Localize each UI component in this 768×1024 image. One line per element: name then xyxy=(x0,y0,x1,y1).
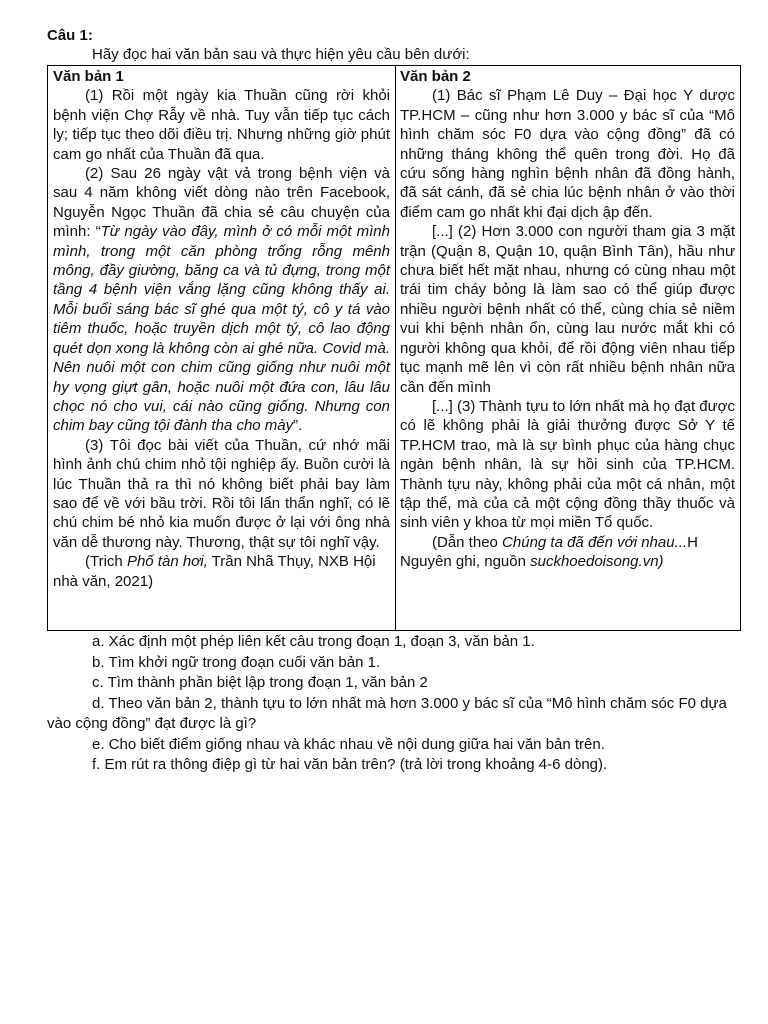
text2-source-start: (Dẫn theo xyxy=(432,533,503,551)
question-d: d. Theo văn bản 2, thành tựu to lớn nhất mà hơn 3.000 y bác sĩ của “Mô hình chăm sóc F0 dựa vào cộng đồng” đạt được là gì? xyxy=(47,694,727,732)
text2-source-site: suckhoedoisong.vn) xyxy=(530,553,664,571)
question-c: c. Tìm thành phần biệt lập trong đoạn 1, văn bản 2 xyxy=(92,674,428,691)
text1-source-title: Phố tàn hơi, xyxy=(126,553,208,571)
text1-p2-intro: (2) Sau 26 ngày vật vả trong bệnh viện và sau 4 năm không viết dòng nào trên Facebook, Nguyễn Ngọc Thuần đã chia sẻ câu chuyện của mình: “ xyxy=(53,165,390,241)
text1-source xyxy=(53,552,390,591)
text2-source-mid: H Nguyên ghi, nguồn xyxy=(400,533,698,571)
questions-list xyxy=(47,632,747,776)
text1-paragraph-3: (3) Tôi đọc bài viết của Thuần, cứ nhớ mãi hình ảnh chú chim nhỏ tội nghiệp ấy. Buồn cười là lúc Thuần thả ra thì nó không biết phải bay làm sao để về với bầu trời. Rồi tôi lẩn thẩn nghĩ, có lẽ chú chim bé nhỏ kia muốn được ở lại với ông nhà văn dễ thương này. Thương, thật sự tôi nghĩ vậy. xyxy=(53,436,390,551)
question-f: f. Em rút ra thông điệp gì từ hai văn bản trên? (trả lời trong khoảng 4-6 dòng). xyxy=(92,756,608,773)
text2-paragraph-1: (1) Bác sĩ Phạm Lê Duy – Đại học Y dược TP.HCM – cũng như hơn 3.000 y bác sĩ của “Mô hình chăm sóc F0 dựa vào cộng đồng” đã có những tháng không thể quên trong đời. Họ đã cứu sống hàng nghìn bệnh nhân đã đồng hành, đã sát cánh, đã sẻ chia lúc bệnh nhân ở vào thời điểm cam go nhất khi đại dịch ập đến. xyxy=(400,87,735,221)
texts-table xyxy=(47,65,741,631)
text1-p2-end: ”. xyxy=(293,417,303,435)
text1-paragraph-1: (1) Rồi một ngày kia Thuần cũng rời khỏi bệnh viện Chợ Rẫy về nhà. Tuy vẫn tiếp tục cách ly; tiếp tục theo dõi điều trị. Nhưng những giờ phút cam go nhất của Thuần đã qua. xyxy=(53,87,390,163)
text1-source-start: (Trich xyxy=(85,553,127,571)
text2-paragraph-2: [...] (2) Hơn 3.000 con người tham gia 3 mặt trận (Quận 8, Quận 10, quận Bình Tân), hầu như chưa biết hết mặt nhau, nhưng có cùng nhau một trái tim cháy bỏng là làm sao có thể giúp được nhiều người bệnh nhất có thể, cùng chia sẻ niềm vui khi bệnh nhân ổn, cùng lau nước mắt khi có người không qua khỏi, để rồi động viên nhau tiếp tục mạnh mẽ lên vì còn rất nhiều bệnh nhân nữa cần đến mình xyxy=(400,223,735,396)
text2-paragraph-3: [...] (3) Thành tựu to lớn nhất mà họ đạt được có lẽ không phải là giải thưởng được Sở Y tế TP.HCM trao, mà là sự bình phục của hàng chục ngàn bệnh nhân, là sự hồi sinh của TP.HCM. Thành tựu này, không phải của một cá nhân, một tập thể, mà của cả một cộng đồng thầy thuốc và sinh viên y khoa từ mọi miền Tổ quốc. xyxy=(400,397,735,532)
text1-p2-quote: Từ ngày vào đây, mình ở có mỗi một mình mình, trong một căn phòng trống rỗng mênh mông, đầy giường, băng ca và tủ đựng, trong một tầng 4 bệnh viện vắng lặng cũng không thấy ai. Mỗi buổi sáng bác sĩ ghé qua một tý, cô y tá vào tiêm thuốc, hoặc truyền dịch một tý, cô lao động quét dọn xong là không còn ai ghé nữa. Covid mà. Nên nuôi một con chim cũng giống như nuôi một hy vọng giựt gân, hoặc nuôi một đứa con, lâu lâu chọc nó cho vui, cái nào cũng giống. Nhưng con chim bay cũng tội đành tha cho mày xyxy=(53,223,390,435)
instruction-text: Hãy đọc hai văn bản sau và thực hiện yêu cầu bên dưới: xyxy=(92,46,470,63)
question-a: a. Xác định một phép liên kết câu trong đoạn 1, đoạn 3, văn bản 1. xyxy=(92,633,535,650)
text1-source-end: Trần Nhã Thụy, NXB Hội nhà văn, 2021) xyxy=(53,553,376,590)
question-heading: Câu 1: xyxy=(47,27,93,44)
question-b: b. Tìm khởi ngữ trong đoạn cuối văn bản 1. xyxy=(92,653,381,671)
text2-source-title: Chúng ta đã đến với nhau... xyxy=(502,533,688,551)
text2-column xyxy=(396,66,740,630)
text1-paragraph-2 xyxy=(53,164,390,436)
text1-column xyxy=(48,66,396,630)
text2-source xyxy=(400,533,735,572)
text2-title: Văn bản 2 xyxy=(400,68,471,85)
question-e: e. Cho biết điểm giống nhau và khác nhau về nội dung giữa hai văn bản trên. xyxy=(92,735,605,753)
text1-title: Văn bản 1 xyxy=(53,68,124,85)
